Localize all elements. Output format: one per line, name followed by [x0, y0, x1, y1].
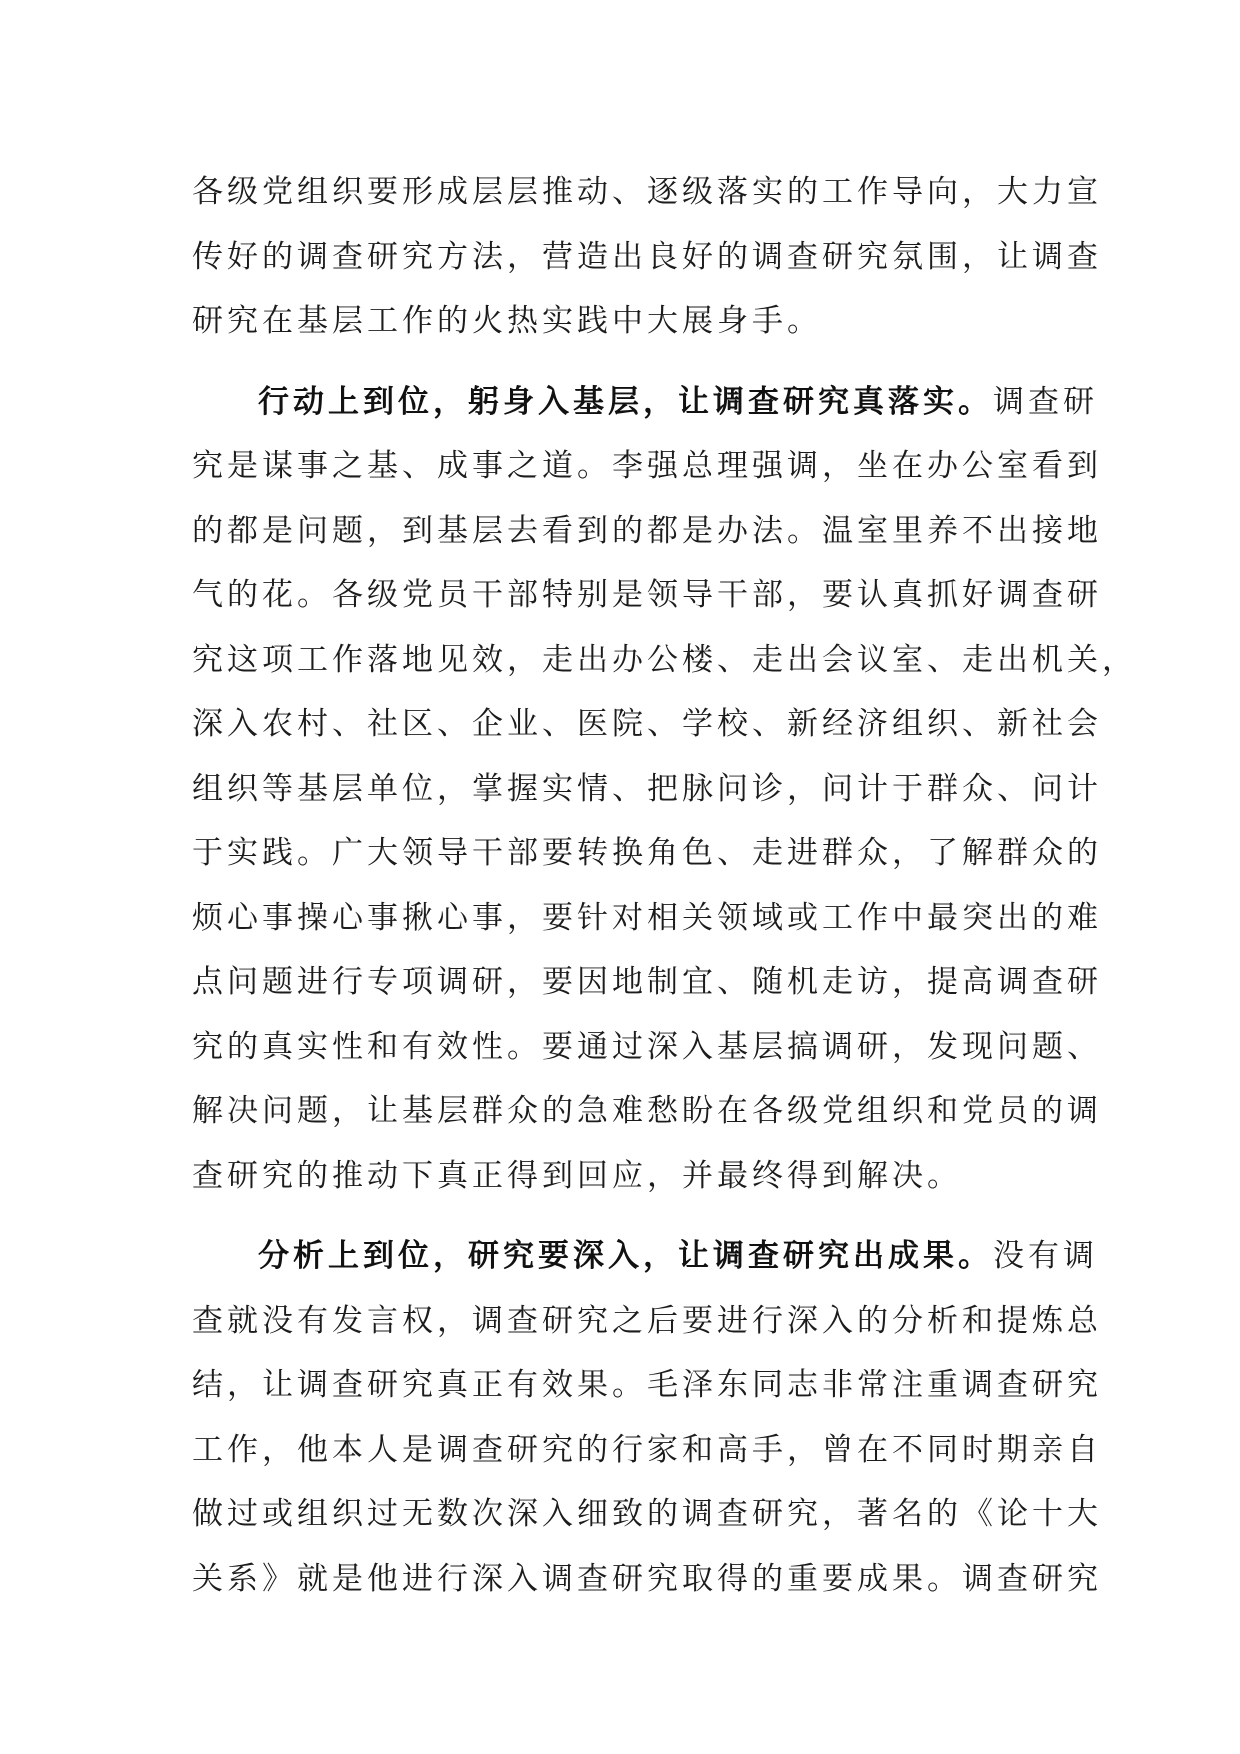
text-line [192, 370, 1098, 435]
text-line: 结，让调查研究真正有效果。毛泽东同志非常注重调查研究 [192, 1367, 1102, 1403]
text-line: 关系》就是他进行深入调查研究取得的重要成果。调查研究 [192, 1560, 1102, 1597]
text-line: 究这项工作落地见效，走出办公楼、走出会议室、走出机关， [192, 641, 1137, 678]
text-line: 于实践。广大领导干部要转换角色、走进群众，了解群众的 [192, 835, 1102, 871]
paragraph-3 [192, 1224, 1102, 1611]
text-line: 传好的调查研究方法，营造出良好的调查研究氛围，让调查 [192, 238, 1102, 275]
text-line: 气的花。各级党员干部特别是领导干部，要认真抓好调查研 [192, 577, 1102, 613]
body-text [192, 160, 1137, 1611]
text-line [192, 1224, 1098, 1289]
text-line: 解决问题，让基层群众的急难愁盼在各级党组织和党员的调 [192, 1093, 1102, 1129]
text-line: 烦心事操心事揪心事，要针对相关领域或工作中最突出的难 [192, 899, 1102, 936]
text-line: 深入农村、社区、企业、医院、学校、新经济组织、新社会 [192, 706, 1102, 742]
text-line: 组织等基层单位，掌握实情、把脉问诊，问计于群众、问计 [192, 770, 1102, 807]
text-line: 工作，他本人是调查研究的行家和高手，曾在不同时期亲自 [192, 1431, 1102, 1468]
paragraph-1 [192, 160, 1102, 354]
text-line: 查研究的推动下真正得到回应，并最终得到解决。 [192, 1157, 962, 1194]
text-line: 究的真实性和有效性。要通过深入基层搞调研，发现问题、 [192, 1028, 1102, 1065]
paragraph-2 [192, 370, 1137, 1209]
text-line: 的都是问题，到基层去看到的都是办法。温室里养不出接地 [192, 512, 1102, 549]
text-line: 做过或组织过无数次深入细致的调查研究，著名的《论十大 [192, 1496, 1102, 1532]
heading-trailing-text: 调查研 [993, 383, 1098, 420]
text-line: 究是谋事之基、成事之道。李强总理强调，坐在办公室看到 [192, 448, 1102, 484]
text-line: 研究在基层工作的火热实践中大展身手。 [192, 303, 822, 339]
text-line: 各级党组织要形成层层推动、逐级落实的工作导向，大力宣 [192, 174, 1102, 210]
heading-trailing-text: 没有调 [993, 1238, 1098, 1274]
text-line: 点问题进行专项调研，要因地制宜、随机走访，提高调查研 [192, 964, 1102, 1000]
paragraph-heading: 行动上到位，躬身入基层，让调查研究真落实。 [258, 383, 993, 420]
paragraph-heading: 分析上到位，研究要深入，让调查研究出成果。 [258, 1238, 993, 1274]
text-line: 查就没有发言权，调查研究之后要进行深入的分析和提炼总 [192, 1302, 1102, 1339]
